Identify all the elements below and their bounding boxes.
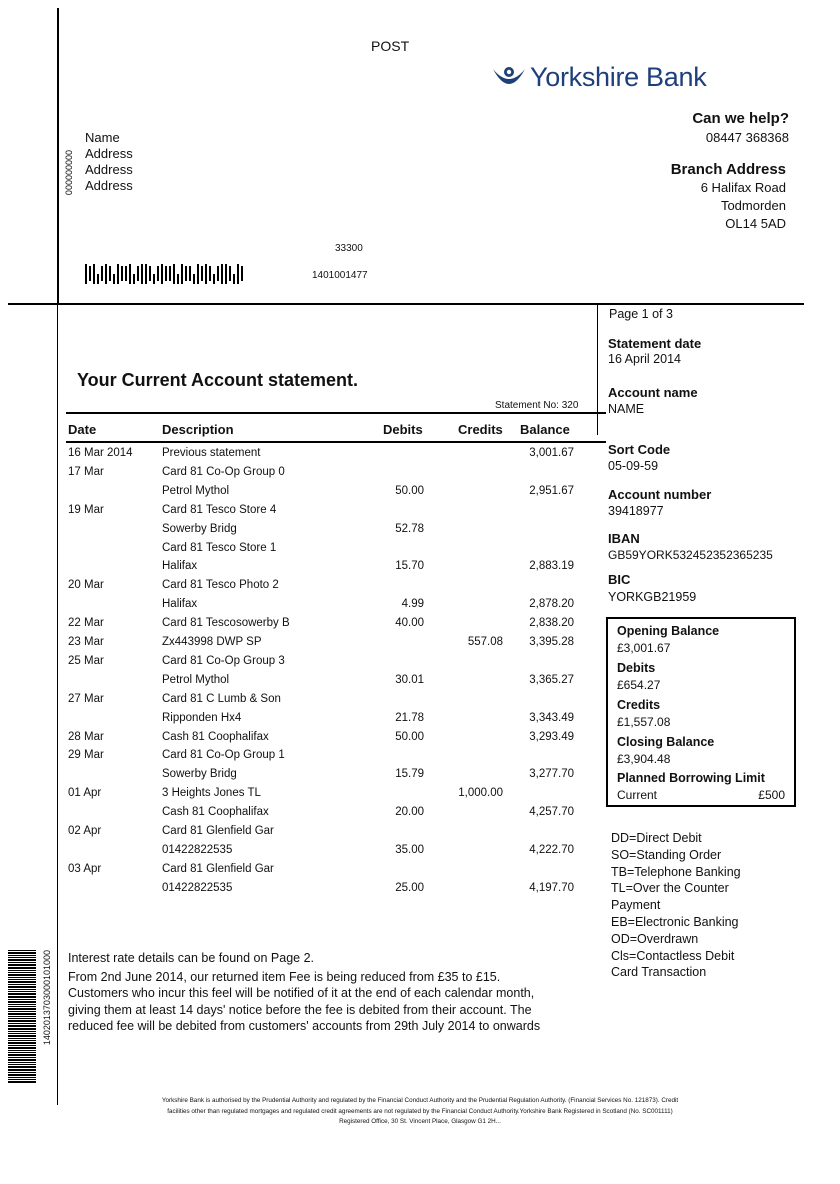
barcode-bar — [8, 981, 36, 983]
table-top-rule — [66, 412, 606, 414]
col-balance: Balance — [520, 422, 570, 437]
barcode-bar — [129, 264, 131, 284]
table-row — [0, 598, 840, 617]
bank-name: Yorkshire Bank — [530, 62, 707, 92]
row-debit: 35.00 — [395, 843, 424, 856]
barcode-bar — [8, 993, 36, 995]
barcode-bar — [8, 964, 36, 966]
barcode-bar — [205, 264, 207, 284]
row-description: Card 81 Co-Op Group 3 — [162, 654, 285, 667]
barcode-bar — [229, 266, 231, 281]
barcode-bar — [237, 264, 239, 284]
row-date: 25 Mar — [68, 654, 104, 667]
barcode-bar — [8, 979, 36, 980]
barcode-bar — [101, 266, 103, 281]
borrowing-limit-label: Planned Borrowing Limit — [617, 771, 765, 785]
barcode-bar — [133, 274, 135, 284]
page-indicator: Page 1 of 3 — [609, 307, 673, 321]
account-name-label: Account name — [608, 385, 698, 400]
bank-logo — [492, 62, 706, 93]
barcode-bar — [8, 991, 36, 992]
col-date: Date — [68, 422, 97, 437]
row-credit: 557.08 — [467, 636, 503, 648]
abbreviation-legend — [611, 830, 791, 981]
statement-number: Statement No: 320 — [495, 400, 579, 411]
debits-label: Debits — [617, 661, 656, 675]
barcode-bar — [8, 1069, 36, 1071]
row-date: 27 Mar — [68, 692, 104, 705]
barcode-bar — [8, 1074, 36, 1076]
barcode-bar — [197, 264, 199, 284]
post-label: POST — [371, 38, 410, 54]
footer-line: Yorkshire Bank is authorised by the Prudential Authority and regulated by the Financial Conduct Authority and the Prudential Regulation Authority. (Financial Services No. 121873). Credit — [161, 1097, 679, 1104]
barcode-bar — [8, 1018, 36, 1019]
account-number: 39418977 — [608, 504, 664, 518]
barcode-bar — [109, 266, 111, 281]
barcode-number: 1401001477 — [312, 270, 368, 281]
header-divider — [8, 303, 804, 305]
barcode-bar — [8, 1011, 36, 1012]
closing-balance: £3,904.48 — [617, 752, 671, 766]
barcode-bar — [177, 274, 179, 284]
barcode-bar — [8, 1038, 36, 1039]
barcode-bar — [161, 264, 163, 284]
footer-line: facilities other than regulated mortgages and regulated credit agreements are not regulated by the Financial Conduct Authority.Yorkshire Bank Registered in Scotland (No. SC001111) — [167, 1107, 673, 1115]
regulatory-footer — [60, 1096, 780, 1128]
row-description: 3 Heights Jones TL — [162, 787, 261, 800]
barcode-bar — [8, 1066, 36, 1068]
row-debit: 4.99 — [401, 598, 424, 611]
sort-code: 05-09-59 — [608, 459, 659, 473]
barcode-bar — [8, 959, 36, 961]
barcode-bar — [165, 266, 167, 281]
barcode-bar — [8, 962, 36, 963]
row-debit: 15.70 — [395, 560, 424, 573]
barcode-bar — [8, 1006, 36, 1007]
barcode-bar — [8, 1013, 36, 1015]
row-date: 22 Mar — [68, 617, 104, 630]
footer-line: Registered Office, 30 St. Vincent Place, Glasgow G1 2H... — [339, 1118, 501, 1125]
row-description: Card 81 Co-Op Group 1 — [162, 749, 285, 762]
side-barcode — [8, 950, 36, 1116]
barcode-bar — [8, 986, 36, 988]
opening-balance: £3,001.67 — [617, 641, 671, 655]
row-date: 28 Mar — [68, 730, 104, 743]
closing-balance-label: Closing Balance — [617, 735, 715, 749]
row-balance: 3,343.49 — [529, 711, 574, 724]
barcode-bar — [8, 1047, 36, 1049]
row-debit: 50.00 — [395, 484, 424, 497]
barcode-bar — [8, 1077, 36, 1078]
sidebar-divider — [597, 305, 598, 435]
legend-item: DD=Direct Debit — [611, 831, 702, 845]
table-row — [0, 523, 840, 542]
iban-label: IBAN — [608, 531, 640, 546]
table-row — [0, 504, 840, 523]
row-date: 01 Apr — [68, 787, 102, 800]
barcode-bar — [217, 266, 219, 281]
row-description: Card 81 Glenfield Gar — [162, 862, 274, 875]
barcode-bar — [8, 1025, 36, 1027]
barcode-bar — [8, 1079, 36, 1080]
row-description: Card 81 Tesco Store 4 — [162, 503, 277, 516]
barcode-bar — [8, 1072, 36, 1073]
barcode-bar — [8, 1028, 36, 1030]
barcode-bar — [8, 967, 36, 969]
row-date: 16 Mar 2014 — [68, 447, 133, 459]
barcode-bar — [233, 274, 235, 284]
barcode-bar — [8, 1062, 36, 1063]
iban: GB59YORK532452352365235 — [608, 548, 773, 562]
help-heading: Can we help? — [692, 110, 789, 127]
barcode-bar — [8, 1081, 36, 1083]
fee-note-line: reduced fee will be debited from customers' accounts from 29th July 2014 to onwards — [68, 1019, 541, 1033]
table-row — [0, 560, 840, 579]
branch-line: OL14 5AD — [725, 216, 786, 231]
row-description: Cash 81 Coophalifax — [162, 730, 269, 743]
row-description: 01422822535 — [162, 881, 233, 894]
barcode-bar — [125, 266, 127, 281]
recipient-address-line: Address — [85, 162, 133, 177]
row-debit: 52.78 — [395, 522, 424, 535]
row-balance: 4,197.70 — [529, 881, 574, 894]
table-row — [0, 447, 840, 466]
barcode-bar — [8, 974, 36, 976]
barcode-bar — [8, 999, 36, 1000]
row-debit: 15.79 — [395, 768, 424, 781]
barcode-bar — [189, 266, 191, 281]
col-debits: Debits — [383, 422, 423, 437]
barcode-bar — [145, 264, 147, 284]
legend-item: Card Transaction — [611, 965, 707, 980]
barcode-bar — [97, 274, 99, 284]
barcode-bar — [8, 1023, 36, 1024]
sort-code-label: Sort Code — [608, 442, 671, 457]
fold-line-vertical — [57, 8, 59, 303]
col-credits: Credits — [458, 422, 503, 437]
credits-total: £1,557.08 — [617, 715, 671, 729]
row-balance: 3,001.67 — [529, 447, 574, 459]
row-description: Halifax — [162, 598, 198, 611]
barcode-bar — [209, 266, 211, 281]
legend-item: Payment — [611, 898, 661, 913]
balance-summary-box — [606, 617, 796, 807]
barcode-bar — [8, 1020, 36, 1022]
barcode-bar — [8, 957, 36, 958]
barcode-bar — [8, 1052, 36, 1053]
side-code: 000000000 — [64, 150, 74, 196]
row-date: 20 Mar — [68, 579, 104, 592]
row-balance: 2,883.19 — [529, 560, 574, 573]
row-description: Previous statement — [162, 447, 261, 459]
barcode-bar — [8, 950, 36, 951]
row-date: 02 Apr — [68, 825, 102, 837]
barcode-bar — [149, 266, 151, 281]
yorkshire-bank-emblem-icon — [492, 65, 526, 91]
row-description: Card 81 C Lumb & Son — [162, 692, 281, 705]
fee-note-line: giving them at least 14 days' notice before the fee is debited from their account. The — [68, 1002, 532, 1017]
statement-notes — [68, 950, 540, 1035]
account-name: NAME — [608, 402, 645, 416]
row-date: 19 Mar — [68, 503, 104, 516]
barcode-bar — [141, 264, 143, 284]
table-row — [0, 485, 840, 504]
side-barcode-number: 1402013703000101000 — [42, 950, 52, 1046]
row-balance: 2,878.20 — [529, 598, 574, 611]
legend-item: SO=Standing Order — [611, 847, 722, 862]
row-description: Sowerby Bridg — [162, 768, 237, 781]
row-balance: 2,838.20 — [529, 617, 574, 630]
recipient-address-line: Address — [85, 178, 133, 193]
table-row — [0, 579, 840, 598]
barcode-bar — [8, 1035, 36, 1037]
barcode-bar — [117, 264, 119, 284]
col-description: Description — [162, 422, 234, 437]
barcode-bar — [8, 1008, 36, 1010]
recipient-address — [85, 130, 133, 194]
barcode-bar — [8, 1040, 36, 1041]
barcode-bar — [8, 1004, 36, 1005]
row-description: Halifax — [162, 560, 198, 573]
barcode-bar — [8, 989, 36, 990]
barcode-bar — [8, 984, 36, 985]
barcode-bar — [105, 264, 107, 284]
barcode-bar — [225, 264, 227, 284]
borrowing-limit-current: £500 — [758, 788, 785, 802]
barcode-bar — [153, 274, 155, 284]
barcode-bar — [8, 1042, 36, 1044]
row-balance: 3,365.27 — [529, 673, 574, 686]
row-description: Ripponden Hx4 — [162, 711, 242, 724]
row-date: 03 Apr — [68, 862, 102, 875]
barcode-bar — [201, 266, 203, 281]
row-balance: 4,257.70 — [529, 806, 574, 819]
row-description: Cash 81 Coophalifax — [162, 806, 269, 819]
branch-heading: Branch Address — [670, 161, 786, 178]
row-debit: 30.01 — [395, 673, 424, 686]
barcode-bar — [93, 264, 95, 284]
interest-note: Interest rate details can be found on Page 2. — [68, 951, 315, 965]
barcode-bar — [8, 952, 36, 954]
barcode-bar — [181, 264, 183, 284]
table-row — [0, 806, 840, 825]
legend-item: OD=Overdrawn — [611, 931, 699, 946]
row-description: Card 81 Tescosowerby B — [162, 617, 290, 630]
barcode-bar — [89, 266, 91, 281]
barcode-bar — [8, 1016, 36, 1017]
row-description: Zx443998 DWP SP — [162, 636, 262, 648]
row-debit: 25.00 — [395, 881, 424, 894]
barcode-bar — [173, 264, 175, 284]
barcode-bar — [121, 266, 123, 281]
barcode-bar — [8, 1045, 36, 1046]
barcode-bar — [213, 274, 215, 284]
barcode-bar — [113, 274, 115, 284]
barcode-bar — [85, 264, 87, 284]
bic: YORKGB21959 — [608, 590, 697, 604]
barcode-bar — [8, 1050, 36, 1051]
barcode-bar — [8, 1001, 36, 1003]
help-phone: 08447 368368 — [705, 130, 789, 145]
branch-line: Todmorden — [720, 198, 786, 213]
row-debit: 50.00 — [395, 730, 424, 743]
credits-label: Credits — [617, 698, 661, 712]
barcode-bar — [8, 977, 36, 978]
row-balance: 2,951.67 — [529, 484, 574, 497]
row-debit: 20.00 — [395, 806, 424, 819]
barcode-bar — [8, 970, 36, 971]
row-date: 29 Mar — [68, 749, 104, 762]
row-description: Petrol Mythol — [162, 484, 230, 497]
table-row — [0, 466, 840, 485]
barcode-bar — [8, 1057, 36, 1058]
statement-date-label: Statement date — [608, 336, 702, 351]
row-date: 23 Mar — [68, 636, 104, 648]
fee-note-line: Customers who incur this feel will be notified of it at the end of each calendar month, — [68, 986, 535, 1000]
legend-item: TB=Telephone Banking — [611, 864, 741, 879]
barcode-bar — [8, 1054, 36, 1056]
row-debit: 40.00 — [395, 617, 424, 630]
barcode-bar — [8, 955, 36, 956]
row-description: Card 81 Tesco Photo 2 — [162, 579, 279, 592]
row-credit: 1,000.00 — [458, 787, 503, 800]
row-date: 17 Mar — [68, 465, 104, 478]
row-balance: 3,293.49 — [529, 730, 574, 743]
barcode-bar — [221, 264, 223, 284]
row-balance: 3,395.28 — [529, 636, 574, 648]
row-balance: 3,277.70 — [529, 768, 574, 781]
debits-total: £654.27 — [617, 678, 661, 692]
barcode-bar — [8, 996, 36, 998]
opening-balance-label: Opening Balance — [617, 624, 720, 638]
row-debit: 21.78 — [395, 711, 424, 724]
barcode-bar — [137, 266, 139, 281]
account-number-label: Account number — [608, 487, 712, 502]
row-balance: 4,222.70 — [529, 843, 574, 856]
legend-item: TL=Over the Counter — [611, 881, 729, 896]
barcode-bar — [8, 1033, 36, 1034]
barcode-bar — [8, 1064, 36, 1065]
barcode-bar — [241, 266, 243, 281]
barcode-bar — [8, 972, 36, 973]
legend-item: Cls=Contactless Debit — [611, 948, 735, 963]
fee-note-line: From 2nd June 2014, our returned item Fee is being reduced from £35 to £15. — [68, 969, 501, 984]
row-description: Card 81 Co-Op Group 0 — [162, 465, 285, 478]
barcode-bar — [169, 266, 171, 281]
postal-barcode — [85, 262, 243, 284]
statement-date: 16 April 2014 — [608, 352, 681, 366]
barcode-bar — [193, 274, 195, 284]
barcode-bar — [185, 266, 187, 281]
barcode-bar — [8, 1031, 36, 1032]
borrowing-limit-current-label: Current — [617, 788, 658, 802]
row-description: Petrol Mythol — [162, 673, 230, 686]
row-description: Card 81 Glenfield Gar — [162, 825, 274, 837]
row-description: Card 81 Tesco Store 1 — [162, 541, 277, 554]
recipient-address-line: Address — [85, 146, 133, 161]
branch-line: 6 Halifax Road — [700, 180, 786, 195]
legend-item: EB=Electronic Banking — [611, 914, 739, 929]
barcode-bar — [8, 1059, 36, 1061]
postal-code-number: 33300 — [335, 243, 363, 254]
bic-label: BIC — [608, 572, 631, 587]
recipient-name: Name — [85, 130, 120, 145]
barcode-bar — [157, 266, 159, 281]
row-description: Sowerby Bridg — [162, 522, 237, 535]
table-header-rule — [66, 441, 606, 443]
statement-title: Your Current Account statement. — [77, 370, 359, 390]
row-description: 01422822535 — [162, 843, 233, 856]
